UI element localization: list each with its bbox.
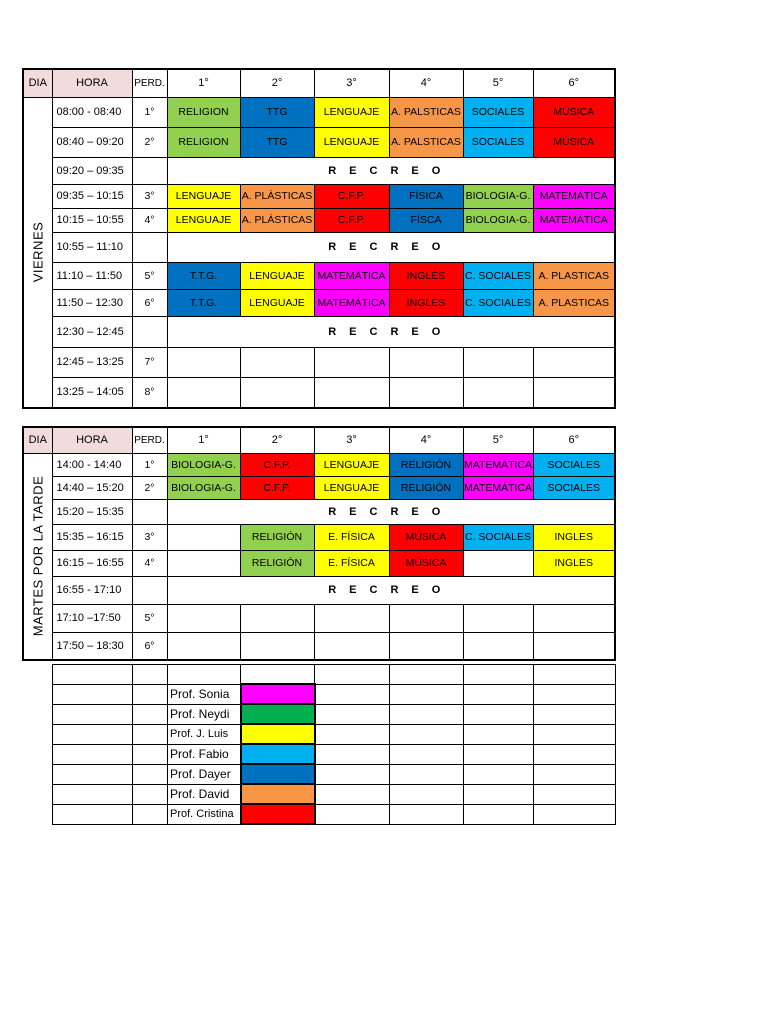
day-label: VIERNES [30,221,46,283]
subject-cell: MÚSICA [533,127,615,157]
teacher-name: Prof. Dayer [168,764,241,784]
dia-header: DIA [23,69,52,97]
teacher-legend-table [52,664,616,825]
perd-cell: 7° [132,347,167,377]
subject-cell: BIOLOGIA-G. [167,453,240,476]
teacher-name: Prof. J. Luis [168,724,241,744]
period-row [23,208,615,232]
empty-cell [390,665,464,685]
period-row [23,377,615,408]
subject-cell: LENGUAJE [314,453,389,476]
teacher-color-swatch [241,764,315,784]
perd-cell: 2° [132,127,167,157]
grade-header: 4° [389,69,463,97]
empty-cell [167,632,240,660]
empty-cell [464,784,534,804]
empty-cell [314,604,389,632]
empty-cell [240,604,314,632]
subject-cell: TTG [240,127,314,157]
subject-cell: T.T.G. [167,289,240,316]
grade-header: 3° [314,427,389,453]
perd-cell: 6° [132,289,167,316]
empty-cell [463,377,533,408]
teacher-color-swatch [241,704,315,724]
teacher-name: Prof. Cristina [168,804,241,824]
empty-cell [167,347,240,377]
hora-cell: 10:55 – 11:10 [52,232,132,262]
legend-row [53,724,616,744]
teacher-name: Prof. Sonia [168,684,241,704]
perd-cell: 3° [132,524,167,550]
hora-header: HORA [52,69,132,97]
teacher-color-swatch [241,724,315,744]
perd-cell: 2° [132,476,167,499]
hora-cell: 09:20 – 09:35 [52,157,132,184]
empty-cell [315,744,390,764]
empty-cell [53,764,133,784]
subject-cell: A. PLASTICAS [533,262,615,289]
empty-cell [464,684,534,704]
legend-row [53,744,616,764]
empty-cell [133,665,168,685]
empty-cell [534,704,616,724]
empty-cell [464,744,534,764]
subject-cell: MÚSICA [389,524,463,550]
hora-cell: 14:40 – 15:20 [52,476,132,499]
legend-row [53,684,616,704]
empty-cell [53,804,133,824]
empty-cell [133,764,168,784]
subject-cell: C.F.P. [314,184,389,208]
schedule-table-martes [22,426,616,661]
subject-cell: MÚSICA [389,550,463,576]
grade-header: 2° [240,69,314,97]
dia-header: DIA [23,427,52,453]
grade-header: 5° [463,69,533,97]
subject-cell: RELIGIÓN [240,524,314,550]
hora-cell: 14:00 - 14:40 [52,453,132,476]
grade-header: 6° [533,69,615,97]
empty-cell [533,347,615,377]
empty-cell [390,804,464,824]
empty-cell [167,524,240,550]
grade-header: 2° [240,427,314,453]
perd-cell: 6° [132,632,167,660]
subject-cell: C. SOCIALES [463,524,533,550]
subject-cell: A. PALSTICAS [389,127,463,157]
empty-cell [53,704,133,724]
subject-cell: LENGUAJE [167,184,240,208]
period-row [23,347,615,377]
empty-cell [390,744,464,764]
recess-row [23,576,615,604]
hora-cell: 10:15 – 10:55 [52,208,132,232]
empty-cell [390,724,464,744]
perd-cell [132,499,167,524]
legend-row [53,764,616,784]
grade-header: 1° [167,69,240,97]
subject-cell: MATEMÁTICA [463,453,533,476]
subject-cell: LENGUAJE [167,208,240,232]
subject-cell: INGLÉS [389,262,463,289]
subject-cell: SOCIALES [533,476,615,499]
subject-cell: E. FÍSICA [314,524,389,550]
empty-cell [315,724,390,744]
empty-cell [133,684,168,704]
subject-cell: C.F.P. [314,208,389,232]
empty-cell [463,632,533,660]
empty-cell [133,704,168,724]
day-cell [23,453,52,660]
empty-cell [464,804,534,824]
empty-cell [167,550,240,576]
subject-cell: MATEMÁTICA [463,476,533,499]
hora-header: HORA [52,427,132,453]
subject-cell: BIOLOGIA-G. [463,184,533,208]
period-row [23,127,615,157]
empty-cell [390,704,464,724]
recreo-cell: RECREO [167,316,615,347]
grade-header: 5° [463,427,533,453]
empty-cell [390,684,464,704]
empty-cell [463,550,533,576]
subject-cell: SOCIALES [463,127,533,157]
teacher-color-swatch [241,744,315,764]
empty-cell [533,604,615,632]
subject-cell: INGLES [533,524,615,550]
subject-cell: A. PLÁSTICAS [240,184,314,208]
empty-cell [463,347,533,377]
empty-cell [390,764,464,784]
empty-cell [534,665,616,685]
subject-cell: E. FÍSICA [314,550,389,576]
period-row [23,550,615,576]
subject-cell: RELIGIÓN [240,550,314,576]
empty-cell [389,377,463,408]
subject-cell: LENGUAJE [240,289,314,316]
teacher-name: Prof. Neydi [168,704,241,724]
empty-cell [314,377,389,408]
subject-cell: MATEMÁTICA [314,289,389,316]
empty-cell [315,665,390,685]
subject-cell: MATEMÁTICA [533,184,615,208]
empty-cell [133,724,168,744]
empty-cell [168,665,241,685]
empty-cell [534,764,616,784]
empty-cell [53,784,133,804]
empty-cell [315,784,390,804]
empty-cell [167,604,240,632]
recreo-cell: RECREO [167,499,615,524]
subject-cell: SOCIALES [533,453,615,476]
perd-cell: 8° [132,377,167,408]
empty-cell [464,724,534,744]
empty-cell [53,744,133,764]
perd-cell [132,157,167,184]
grade-header: 1° [167,427,240,453]
hora-cell: 08:40 – 09:20 [52,127,132,157]
empty-cell [315,764,390,784]
recreo-cell: RECREO [167,157,615,184]
subject-cell: FÍSICA [389,184,463,208]
subject-cell: C. SOCIALES [463,262,533,289]
day-cell [23,97,52,408]
subject-cell: SOCIALES [463,97,533,127]
empty-cell [533,377,615,408]
empty-cell [534,684,616,704]
empty-cell [534,724,616,744]
period-row [23,289,615,316]
empty-cell [241,665,315,685]
period-row [23,262,615,289]
empty-cell [533,632,615,660]
perd-cell [132,316,167,347]
grade-header: 6° [533,427,615,453]
empty-cell [133,784,168,804]
legend-row [53,784,616,804]
empty-cell [464,665,534,685]
subject-cell: C.F.P. [240,476,314,499]
recreo-cell: RECREO [167,576,615,604]
empty-cell [133,744,168,764]
perd-cell: 3° [132,184,167,208]
hora-cell: 11:50 – 12:30 [52,289,132,316]
subject-cell: C.F.P. [240,453,314,476]
perd-cell: 5° [132,262,167,289]
empty-cell [53,724,133,744]
hora-cell: 13:25 – 14:05 [52,377,132,408]
subject-cell: RELIGION [167,97,240,127]
empty-cell [314,632,389,660]
subject-cell: RELIGIÓN [389,476,463,499]
legend-row [53,804,616,824]
subject-cell: LENGUAJE [240,262,314,289]
perd-cell: 4° [132,208,167,232]
subject-cell: RELIGION [167,127,240,157]
subject-cell: LENGUAJE [314,97,389,127]
hora-cell: 09:35 – 10:15 [52,184,132,208]
subject-cell: FÍSCA [389,208,463,232]
empty-cell [53,684,133,704]
subject-cell: T.T.G. [167,262,240,289]
empty-cell [463,604,533,632]
empty-cell [314,347,389,377]
perd-cell: 4° [132,550,167,576]
empty-cell [315,684,390,704]
perd-header: PERD. [132,427,167,453]
period-row [23,97,615,127]
subject-cell: BIOLOGIA-G. [167,476,240,499]
perd-cell: 1° [132,97,167,127]
empty-cell [240,347,314,377]
empty-cell [315,804,390,824]
recess-row [23,232,615,262]
hora-cell: 08:00 - 08:40 [52,97,132,127]
empty-cell [240,377,314,408]
empty-cell [389,604,463,632]
subject-cell: BIOLOGIA-G. [463,208,533,232]
subject-cell: LENGUAJE [314,476,389,499]
subject-cell: MATEMÁTICA [314,262,389,289]
empty-cell [315,704,390,724]
period-row [23,453,615,476]
teacher-color-swatch [241,784,315,804]
hora-cell: 15:20 – 15:35 [52,499,132,524]
recess-row [23,316,615,347]
subject-cell: A. PLASTICAS [533,289,615,316]
header-row [23,69,615,97]
hora-cell: 15:35 – 16:15 [52,524,132,550]
grade-header: 4° [389,427,463,453]
period-row [23,524,615,550]
perd-header: PERD. [132,69,167,97]
perd-cell: 1° [132,453,167,476]
empty-cell [53,665,133,685]
subject-cell: INGLES [533,550,615,576]
perd-cell: 5° [132,604,167,632]
teacher-name: Prof. David [168,784,241,804]
period-row [23,604,615,632]
perd-cell [132,232,167,262]
hora-cell: 11:10 – 11:50 [52,262,132,289]
day-label: MARTES POR LA TARDE [30,476,46,637]
subject-cell: C. SOCIALES [463,289,533,316]
header-row [23,427,615,453]
perd-cell [132,576,167,604]
hora-cell: 16:15 – 16:55 [52,550,132,576]
hora-cell: 16:55 - 17:10 [52,576,132,604]
subject-cell: MATEMÁTICA [533,208,615,232]
empty-cell [167,377,240,408]
period-row [23,184,615,208]
hora-cell: 17:50 – 18:30 [52,632,132,660]
teacher-color-swatch [241,804,315,824]
empty-cell [464,704,534,724]
hora-cell: 17:10 –17:50 [52,604,132,632]
hora-cell: 12:30 – 12:45 [52,316,132,347]
recreo-cell: RECREO [167,232,615,262]
empty-cell [133,804,168,824]
legend-blank-row [53,665,616,685]
empty-cell [390,784,464,804]
empty-cell [389,632,463,660]
subject-cell: LENGUAJE [314,127,389,157]
grade-header: 3° [314,69,389,97]
empty-cell [240,632,314,660]
schedule-table-viernes [22,68,616,409]
empty-cell [464,764,534,784]
subject-cell: INGLÉS [389,289,463,316]
recess-row [23,499,615,524]
empty-cell [534,744,616,764]
subject-cell: RELIGIÓN [389,453,463,476]
teacher-name: Prof. Fabio [168,744,241,764]
subject-cell: A. PLÁSTICAS [240,208,314,232]
empty-cell [534,784,616,804]
legend-row [53,704,616,724]
empty-cell [534,804,616,824]
period-row [23,632,615,660]
subject-cell: MÚSICA [533,97,615,127]
period-row [23,476,615,499]
hora-cell: 12:45 – 13:25 [52,347,132,377]
subject-cell: A. PALSTICAS [389,97,463,127]
subject-cell: TTG [240,97,314,127]
empty-cell [389,347,463,377]
recess-row [23,157,615,184]
teacher-color-swatch [241,684,315,704]
